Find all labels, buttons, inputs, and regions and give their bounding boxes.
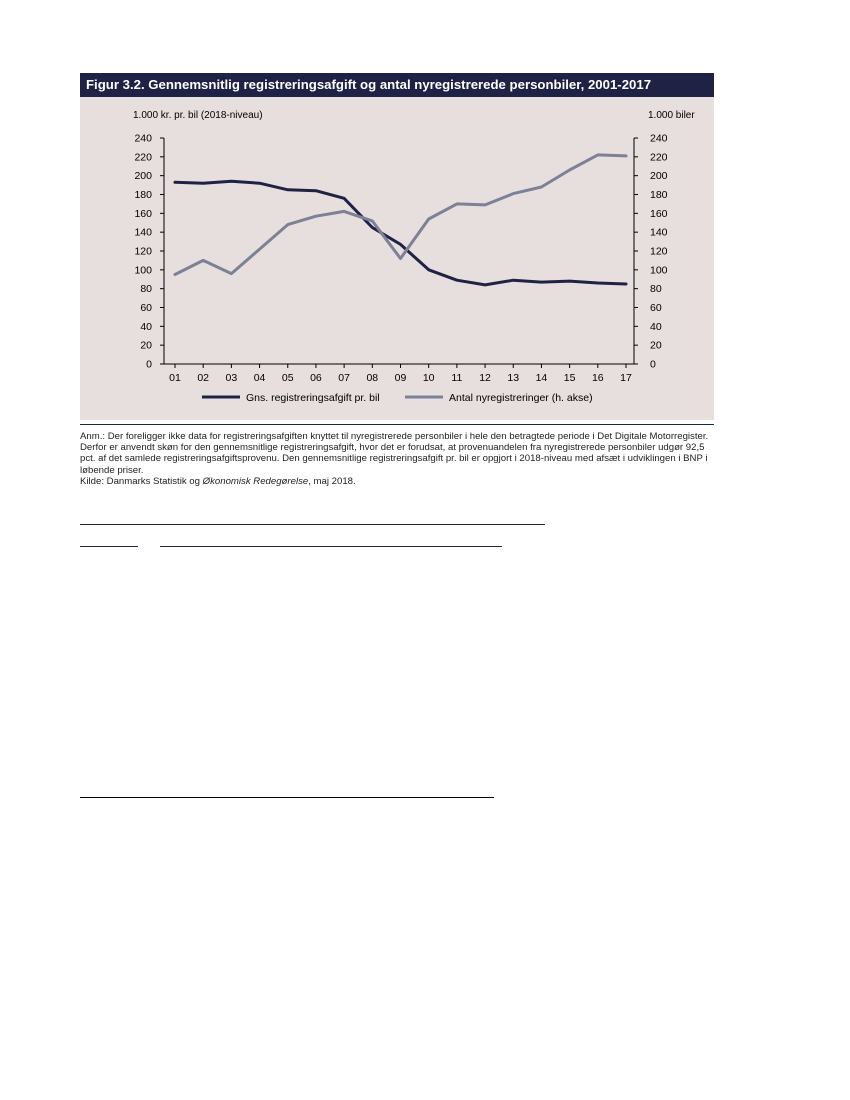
series-1-point-15 [597,154,599,156]
series-1-point-9 [428,218,430,220]
x-tick-label: 10 [422,372,435,384]
figure-divider [80,424,714,425]
series-1-point-14 [569,169,571,171]
y-tick-label-right: 100 [650,264,668,277]
series-0-point-15 [597,282,599,284]
series-0-point-1 [202,182,204,184]
series-1-point-1 [202,260,204,262]
series-1-point-4 [287,224,289,226]
y-tick-label-left: 40 [140,320,152,333]
chart-plot-area [80,97,714,420]
footnote-rule-2 [80,546,138,547]
y-tick-label-right: 120 [650,245,668,258]
y-tick-label-left: 220 [134,151,152,164]
y-tick-label-left: 20 [140,339,152,352]
y-tick-label-right: 220 [650,151,668,164]
series-line-1 [175,155,626,275]
y-tick-label-right: 140 [650,226,668,239]
y-tick-label-right: 0 [650,358,656,371]
series-0-point-16 [625,283,627,285]
chart-legend [202,392,593,404]
y-tick-label-left: 80 [140,283,152,296]
x-tick-label: 05 [281,372,294,384]
x-tick-label: 07 [338,372,350,384]
note-text: Anm.: Der foreligger ikke data for registreringsafgiften knyttet til nyregistrerede personbiler i hele den betragtede periode i Det Digitale Motorregister. Derfor er anvendt skøn for den gennemsnitlige registreringsafgift, hvor det er forudsat, at provenuandelen fra nyregistrerede personbiler udgør 92,5 pct. af det samlede registreringsafgiftsprovenu. Den gennemsnitlige registreringsafgift pr. bil er opgjort i 2018-niveau med afsæt i udviklingen i BNP i løbende priser. [80,431,709,476]
y-tick-label-left: 120 [134,245,152,258]
series-0-point-10 [456,279,458,281]
source-suffix: , maj 2018. [308,475,356,487]
y-tick-label-left: 100 [134,264,152,277]
y-tick-label-right: 200 [650,170,668,183]
series-1-point-7 [372,220,374,222]
y-tick-label-right: 20 [650,339,662,352]
x-tick-label: 17 [620,372,632,384]
x-tick-label: 04 [253,372,266,384]
y-tick-label-left: 180 [134,189,152,201]
chart-series [174,154,627,286]
y-tick-label-right: 80 [650,283,662,296]
y-tick-label-left: 240 [134,132,152,145]
x-tick-label: 09 [394,372,407,384]
x-tick-label: 13 [507,372,520,384]
series-0-point-3 [259,182,261,184]
y-axis-left-label: 1.000 kr. pr. bil (2018-niveau) [133,110,263,121]
series-0-point-8 [400,244,402,246]
source-text [80,476,714,487]
y-axis-right-label: 1.000 biler [648,110,695,121]
source-publication: Økonomisk Redegørelse [202,475,309,487]
series-1-point-3 [259,248,261,250]
series-0-point-13 [541,281,543,283]
y-tick-label-left: 60 [140,302,152,314]
series-0-point-9 [428,269,430,271]
series-1-point-16 [625,155,627,157]
x-tick-label: 15 [563,372,576,384]
y-tick-label-right: 240 [650,132,668,145]
y-tick-label-right: 160 [650,207,668,220]
figure-title: Figur 3.2. Gennemsnitlig registreringsafgift og antal nyregistrerede personbiler, 2001-2017 [80,73,714,97]
series-1-point-10 [456,203,458,205]
series-0-point-0 [174,181,176,183]
x-tick-label: 03 [225,372,238,384]
series-1-point-5 [315,215,317,217]
series-0-point-2 [231,181,233,183]
x-tick-label: 12 [479,372,491,384]
series-1-point-0 [174,274,176,276]
footnote-rule-1 [80,524,545,525]
y-tick-label-left: 160 [134,207,152,220]
legend-label-0: Gns. registreringsafgift pr. bil [246,392,380,404]
legend-label-1: Antal nyregistreringer (h. akse) [449,392,593,404]
footnote-separator [80,797,494,798]
series-0-point-6 [343,197,345,199]
y-tick-label-right: 40 [650,320,662,333]
figure-note [80,431,714,487]
series-1-point-8 [400,258,402,260]
series-1-point-11 [484,204,486,206]
footnote-rule-3 [160,546,502,547]
series-0-point-11 [484,284,486,286]
x-tick-label: 11 [451,372,463,384]
y-tick-label-right: 60 [650,302,662,314]
series-line-0 [175,181,626,285]
y-tick-label-left: 140 [134,226,152,239]
y-tick-label-right: 180 [650,189,668,201]
x-tick-label: 16 [591,372,604,384]
y-tick-label-left: 200 [134,170,152,183]
x-tick-label: 01 [169,372,181,384]
x-tick-label: 14 [535,372,548,384]
series-0-point-14 [569,280,571,282]
x-tick-label: 02 [197,372,210,384]
series-1-point-13 [541,186,543,188]
series-1-point-6 [343,211,345,213]
series-0-point-12 [512,279,514,281]
series-1-point-12 [512,193,514,195]
series-0-point-5 [315,190,317,192]
x-tick-label: 06 [310,372,322,384]
x-tick-label: 08 [366,372,379,384]
series-0-point-7 [372,227,374,229]
line-chart [80,97,714,420]
series-0-point-4 [287,189,289,191]
series-1-point-2 [231,273,233,275]
y-tick-label-left: 0 [146,358,152,371]
source-prefix: Kilde: Danmarks Statistik og [80,475,203,487]
